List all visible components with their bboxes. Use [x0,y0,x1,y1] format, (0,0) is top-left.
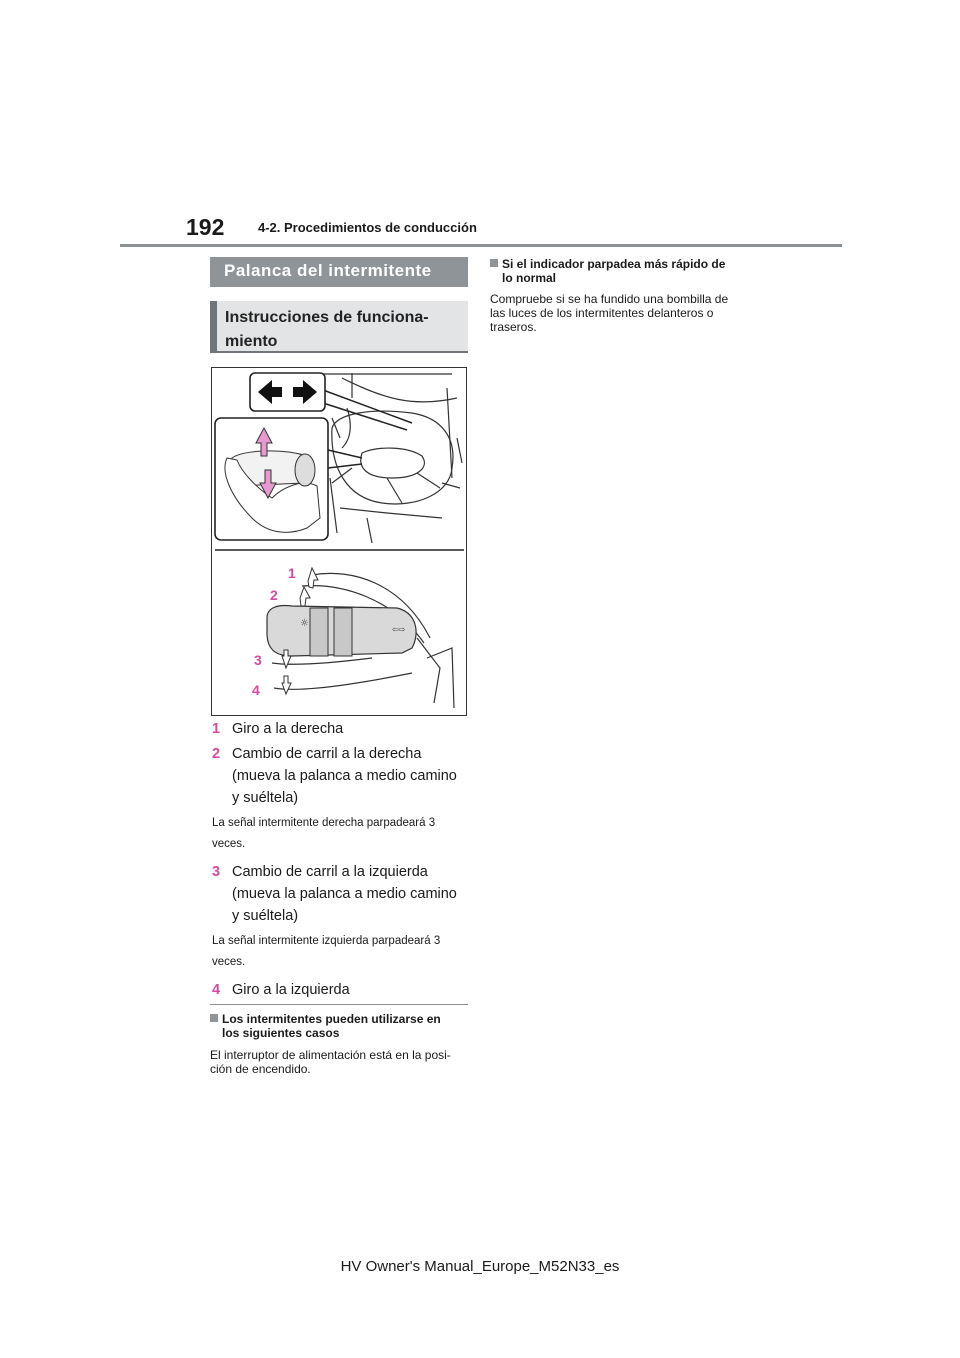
step-note-line2: veces. [212,956,246,968]
steps-list [212,718,474,1001]
step-number: 4 [212,982,221,998]
step-text: Giro a la derecha [232,721,344,737]
step-number: 2 [212,746,221,762]
figure-label-3: 3 [254,652,262,668]
page-footer: HV Owner's Manual_Europe_M52N33_es [340,1258,620,1275]
info-heading-line1: Si el indicador parpadea más rápido de [502,257,726,271]
position2-arrow-icon [300,587,310,606]
section-title: 4-2. Procedimientos de conducción [258,220,477,235]
step-text-line2: (mueva la palanca a medio camino [232,768,457,784]
square-bullet-icon [210,1014,218,1022]
info-heading-line2: lo normal [502,271,557,285]
step-note-line1: La señal intermitente izquierda parpadeará 3 [212,935,441,947]
step-text-line3: y suéltela) [232,908,299,924]
info-body-left [210,1048,472,1076]
figure-label-2: 2 [270,587,278,603]
figure-label-1: 1 [288,565,296,581]
step-note [212,813,474,855]
info-heading-line1: Los intermitentes pueden utilizarse en [222,1012,441,1026]
info-body-line3: traseros. [490,320,537,334]
section-divider [210,1004,468,1005]
step-number: 1 [212,721,221,737]
step-text-line2: (mueva la palanca a medio camino [232,886,457,902]
step-note-line2: veces. [212,838,246,850]
info-body-line2: las luces de los intermitentes delanteros o [490,306,714,320]
step-1 [212,718,474,740]
step-note-line1: La señal intermitente derecha parpadeará 3 [212,817,436,829]
step-text: Giro a la izquierda [232,982,350,998]
step-number: 3 [212,864,221,880]
step-text: Cambio de carril a la derecha [232,746,422,762]
step-note [212,931,474,973]
section-heading: Palanca del intermitente [210,257,468,287]
info-body-line1: Compruebe si se ha fundido una bombilla de [490,292,729,306]
turn-signal-lever-illustration [211,367,467,716]
position1-arrow-icon [308,568,318,588]
info-heading-right [490,257,770,285]
subsection-heading-line1: Instrucciones de funciona- [225,309,429,326]
step-4 [212,979,474,1001]
info-body-line2: ción de encendido. [210,1062,311,1076]
step-text: Cambio de carril a la izquierda [232,864,428,880]
subsection-heading [210,301,468,353]
step-text-line3: y suéltela) [232,790,299,806]
svg-text:⇦⇨: ⇦⇨ [392,625,406,634]
header-rule [120,244,842,247]
step-3 [212,861,474,927]
square-bullet-icon [490,259,498,267]
figure-label-4: 4 [252,682,260,698]
step-2 [212,743,474,809]
page-number: 192 [186,214,225,240]
position4-arrow-icon [282,676,291,694]
info-body-line1: El interruptor de alimentación está en la posi- [210,1048,451,1062]
info-heading-left [210,1012,472,1040]
info-heading-line2: los siguientes casos [222,1026,340,1040]
svg-text:☼: ☼ [300,618,309,629]
subsection-heading-line2: miento [225,333,278,350]
info-body-right [490,292,770,334]
